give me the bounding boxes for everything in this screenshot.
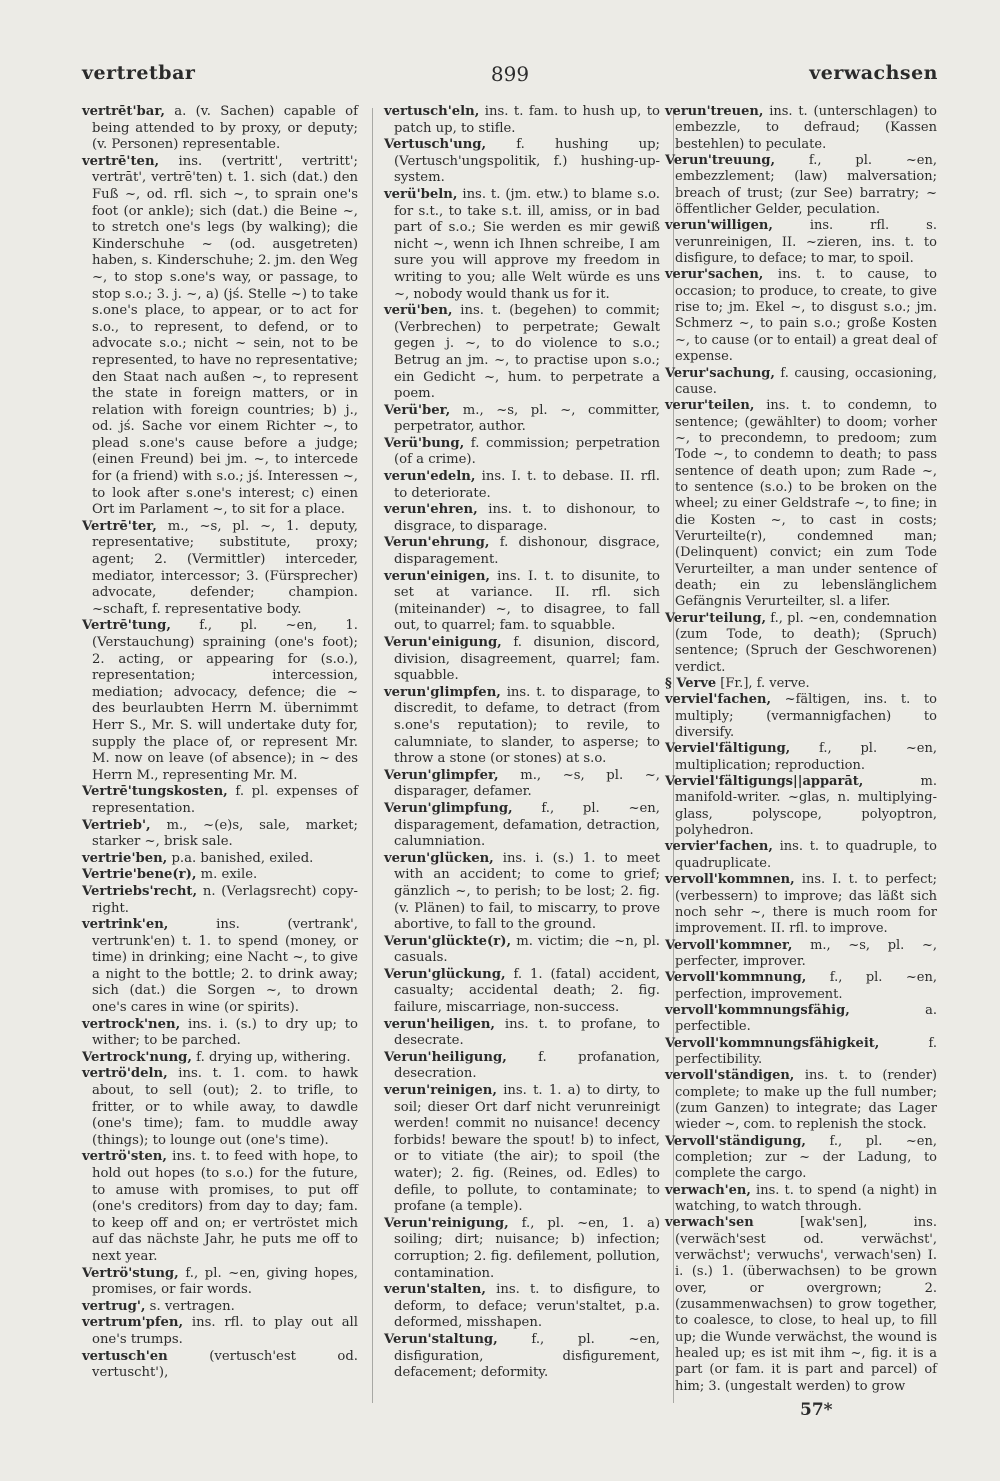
running-header <box>82 62 938 86</box>
entry-headword: verun'reinigen, <box>384 1083 497 1099</box>
entry-definition: ins. t. 1. a) to dirty, to soil; dieser Ort darf nicht verunreinigt werden! commit no nuisance! decency forbids! beware the spout! b) to infect, or to vitiate (the air); to spoil (the water); 2. fig. (Reines, od. Edles) to defile, to pollute, to contaminate; to profane (a temple). <box>394 1083 660 1215</box>
entry-definition: f. disunion, discord, division, disagreement, quarrel; fam. squabble. <box>394 635 660 684</box>
entry-definition: ins. t. to disfigure, to deform, to deface; verun'staltet, p.a. deformed, misshapen. <box>394 1282 660 1331</box>
dictionary-entry <box>665 611 937 676</box>
dictionary-entry <box>384 1216 660 1282</box>
entry-headword: verun'glimpfen, <box>384 684 501 700</box>
entry-definition: m., ~s, pl. ~, perfecter, improver. <box>675 937 937 969</box>
entry-definition: a. perfectible. <box>675 1002 937 1035</box>
entry-definition: ins. t. (begehen) to commit; (Verbrechen) to perpetrate; Gewalt gegen j. ~, to do violence to s.o.; Betrug an jm. ~, to practise upon s.o.; ein Gedicht ~, hum. to perpetrate a poem. <box>394 303 660 402</box>
entry-headword: verwach'en, <box>665 1182 751 1198</box>
entry-definition: m. manifold-writer. ~glas, n. multiplying-glass, polyscope, polyoptron, polyhedron. <box>675 774 937 839</box>
entry-definition: f., pl. ~en, embezzlement; (law) malversation; breach of trust; (zur See) barratry; ~ öffentlicher Gelder, peculation. <box>675 153 937 218</box>
entry-definition: [Fr.], f. verve. <box>716 676 810 692</box>
entry-headword: Verü'ber, <box>384 402 451 418</box>
dictionary-entry <box>665 153 937 218</box>
entry-headword: vertrie'ben, <box>82 850 168 866</box>
entry-definition: f. hushing up; (Vertusch'ungspolitik, f.) hushing-up-system. <box>394 137 660 186</box>
entry-definition: ~fältigen, ins. t. to multiply; (vermannigfachen) to diversify. <box>675 692 937 741</box>
dictionary-entry <box>384 1017 660 1050</box>
dictionary-entry <box>82 1066 358 1149</box>
dictionary-entry <box>82 1017 358 1050</box>
entry-headword: Vervoll'ständigung, <box>665 1133 806 1149</box>
entry-headword: vertrö'deln, <box>82 1066 168 1082</box>
entry-headword: § Verve <box>665 676 717 692</box>
entry-headword: Verun'heiligung, <box>384 1049 507 1065</box>
entry-definition: f. dishonour, disgrace, disparagement. <box>394 535 660 568</box>
dictionary-entry <box>384 1332 660 1382</box>
dictionary-entry <box>384 137 660 187</box>
entry-headword: vertrē'ten, <box>82 153 160 169</box>
dictionary-entry <box>665 104 937 153</box>
entry-definition: m. victim; die ~n, pl. casuals. <box>394 933 660 966</box>
entry-headword: Verun'staltung, <box>384 1331 498 1347</box>
entry-definition: f., pl. ~en, 1. (Verstauchung) spraining (one's foot); 2. acting, or appearing for (s.o.), representation; intercession, mediation; advocacy, defence; die ~ des beurlaubten Herrn M. übernimmt Herr S., Mr. S. will undertake duty for, supply the place of, or represent Mr. M. now on leave (of absence); in ~ des Herrn M., representing Mr. M. <box>92 618 358 783</box>
entry-definition: ins. t. 1. com. to hawk about, to sell (out); 2. to trifle, to fritter, or to while away, to dawdle (one's time); fam. to muddle away (things); to lounge out (one's time). <box>92 1066 358 1148</box>
entry-headword: Vertriebs'recht, <box>82 883 198 899</box>
entry-definition: ins. (vertrank', vertrunk'en) t. 1. to spend (money, or time) in drinking; eine Nacht ~, to give a night to the bottle; 2. to drink away; sich (dat.) die Sorgen ~, to drown one's cares in wine (or spirits). <box>92 917 358 1016</box>
entry-definition: [wak'sen], ins. (verwäch'sest od. verwächst', verwächst'; verwuchs', verwach'sen) I. i. (s.) 1. (überwachsen) to be grown over, or overgrown; 2. (zusammenwachsen) to grow together, to coalesce, to close, to heal up, to fill up; die Wunde verwächst, the wound is healed up; es ist mit ihm ~, fig. it is a part (or fam. it is part and parcel) of him; 3. (ungestalt werden) to grow <box>675 1215 937 1394</box>
entry-headword: verun'einigen, <box>384 568 491 584</box>
header-right-catchword: verwachsen <box>809 62 938 84</box>
entry-definition: ins. t. to spend (a night) in watching, to watch through. <box>675 1182 937 1215</box>
entry-definition: a. (v. Sachen) capable of being attended to by proxy, or deputy; (v. Personen) representable. <box>92 104 358 153</box>
entry-definition: ins. t. to feed with hope, to hold out hopes (to s.o.) for the future, to amuse with promises, to put off (one's creditors) from day to day; fam. to keep off and on; er vertröstet mich auf das nächste Jahr, he puts me off to next year. <box>92 1149 358 1264</box>
entry-definition: ins. t. to condemn, to sentence; (gewählter) to doom; vorher ~, to precondemn, to predoom; zum Tode ~, to condemn to death; to pass sentence of death upon; zum Rade ~, to sentence (s.o.) to be broken on the wheel; zu einer Geldstrafe ~, to fine; in die Kosten ~, to cast in costs; Verurteilte(r), condemned man; (Delinquent) convict; ein zum Tode Verurteilter, a man under sentence of death; ein zu lebenslänglichem Gefängnis Verurteilter, sl. a lifer. <box>675 398 937 610</box>
dictionary-entry <box>665 774 937 839</box>
entry-definition: m., ~s, pl. ~, disparager, defamer. <box>394 767 660 800</box>
dictionary-entry <box>665 366 937 399</box>
entry-definition: f., pl. ~en, completion; zur ~ der Ladung, to complete the cargo. <box>675 1133 937 1182</box>
entry-definition: ins. I. t. to perfect; (verbessern) to improve; das läßt sich noch sehr ~, there is much room for improvement. II. rfl. to improve. <box>675 872 937 937</box>
entry-headword: Vertrock'nung, <box>82 1049 192 1065</box>
entry-definition: ins. I. t. to disunite, to set at variance. II. rfl. sich (miteinander) ~, to disagree, to fall out, to quarrel; fam. to squabble. <box>394 568 660 634</box>
dictionary-entry <box>384 635 660 685</box>
entry-definition: m., ~s, pl. ~, committer, perpetrator, author. <box>394 402 660 435</box>
column-divider <box>372 108 373 1403</box>
dictionary-entry <box>665 398 937 610</box>
entry-definition: f. pl. expenses of representation. <box>92 784 358 816</box>
entry-headword: Vervoll'kommnungsfähigkeit, <box>665 1035 880 1051</box>
dictionary-entry <box>665 267 937 365</box>
dictionary-entry <box>82 784 358 817</box>
entry-definition: ins. (vertritt', vertritt'; vertrāt', vertrē'ten) t. 1. sich (dat.) den Fuß ~, od. rfl. sich ~, to sprain one's foot (or ankle); sich (dat.) die Beine ~, to stretch one's legs (by walking); die Kinderschuhe ~ (od. ausgetreten) haben, s. Kinderschuhe; 2. jm. den Weg ~, to stop s.one's way, or passage, to stop s.o.; 3. j. ~, a) (jś. Stelle ~) to take s.one's place, to appear, or to act for s.o., to represent, to defend, or to advocate s.o.; nicht ~ sein, not to be represented, to have no representative; den Staat nach außen ~, to represent the state in foreign matters, or in relation with foreign countries; b) j., od. jś. Sache vor einem Richter ~, to plead s.one's cause before a judge; (einen Freund) bei jm. ~, to intercede for (a friend) with s.o.; jś. Interessen ~, to look after s.one's interest; c) einen Ort im Parlament ~, to sit for a place. <box>92 153 358 518</box>
dictionary-entry <box>384 436 660 469</box>
dictionary-entry <box>82 154 358 519</box>
entry-definition: ins. i. (s.) to dry up; to wither; to be parched. <box>92 1016 358 1049</box>
entry-headword: verun'ehren, <box>384 502 478 518</box>
entry-headword: verviel'fachen, <box>665 692 771 708</box>
entry-headword: vervier'fachen, <box>665 839 773 855</box>
dictionary-entry <box>82 884 358 917</box>
dictionary-entry <box>665 872 937 937</box>
entry-headword: Verun'glimpfer, <box>384 767 499 783</box>
dictionary-entry <box>82 1149 358 1265</box>
entry-definition: f., pl. ~en, disfiguration, disfigurement, defacement; deformity. <box>394 1331 660 1381</box>
entry-headword: Verun'einigung, <box>384 635 502 650</box>
column-2 <box>384 104 660 1382</box>
entry-headword: Vertrie'bene(r), <box>82 867 197 883</box>
entry-definition: ins. t. to dishonour, to disgrace, to disparage. <box>394 502 660 534</box>
entry-definition: m., ~(e)s, sale, market; starker ~, brisk sale. <box>92 817 358 850</box>
entry-headword: Verviel'fältigungs||apparāt, <box>665 774 864 790</box>
dictionary-entry <box>665 741 937 774</box>
dictionary-entry <box>82 519 358 619</box>
dictionary-entry <box>384 303 660 403</box>
entry-headword: Vertrē'ter, <box>82 518 157 534</box>
dictionary-entry <box>384 967 660 1017</box>
entry-headword: verun'willigen, <box>665 218 773 234</box>
entry-headword: vervoll'kommnungsfähig, <box>665 1002 850 1018</box>
dictionary-entry <box>82 917 358 1017</box>
column-3 <box>665 104 937 1395</box>
entry-headword: vertrink'en, <box>82 917 169 933</box>
header-left-catchword: vertretbar <box>82 62 196 84</box>
entry-definition: f. drying up, withering. <box>191 1049 351 1065</box>
entry-headword: Verü'bung, <box>384 435 465 451</box>
dictionary-entry <box>665 970 937 1003</box>
column-1 <box>82 104 358 1382</box>
dictionary-entry <box>82 1266 358 1299</box>
dictionary-entry <box>82 1299 358 1316</box>
dictionary-entry <box>384 934 660 967</box>
signature-mark: 57* <box>800 1400 833 1420</box>
dictionary-entry <box>82 104 358 154</box>
entry-definition: ins. t. to quadruple, to quadruplicate. <box>675 839 937 871</box>
entry-definition: f. perfectibility. <box>675 1035 937 1067</box>
dictionary-entry <box>384 104 660 137</box>
entry-headword: Vertrieb', <box>82 817 151 833</box>
entry-headword: verü'beln, <box>384 186 458 202</box>
dictionary-entry <box>665 692 937 741</box>
entry-headword: verwach'sen <box>665 1215 754 1231</box>
dictionary-entry <box>384 851 660 934</box>
dictionary-entry <box>384 1083 660 1216</box>
entry-headword: Verun'glimpfung, <box>384 800 513 816</box>
entry-definition: ins. rfl. s. verunreinigen, II. ~zieren, ins. t. to disfigure, to deface; to mar, to spoil. <box>675 218 937 267</box>
dictionary-entry <box>665 218 937 267</box>
entry-definition: ins. t. fam. to hush up, to patch up, to stifle. <box>394 104 660 136</box>
entry-headword: vertrēt'bar, <box>82 104 165 119</box>
dictionary-entry <box>665 1036 937 1069</box>
dictionary-entry <box>665 1134 937 1183</box>
entry-definition: n. (Verlagsrecht) copy-right. <box>92 883 358 916</box>
entry-definition: f., pl. ~en, multiplication; reproduction. <box>675 741 937 773</box>
entry-headword: verun'treuen, <box>665 104 764 119</box>
dictionary-entry <box>82 818 358 851</box>
entry-definition: m., ~s, pl. ~, 1. deputy, representative; substitute, proxy; agent; 2. (Vermittler) interceder, mediator, intercessor; 3. (Fürsprecher) advocate, defender; champion. ~schaft, f. representative body. <box>92 518 358 617</box>
entry-definition: ins. I. t. to debase. II. rfl. to deteriorate. <box>394 469 660 501</box>
entry-headword: Vertrē'tungskosten, <box>82 784 228 800</box>
dictionary-entry <box>384 1050 660 1083</box>
dictionary-entry <box>384 685 660 768</box>
dictionary-entry <box>82 1050 358 1067</box>
entry-headword: Verun'ehrung, <box>384 535 490 551</box>
entry-definition: f., pl. ~en, 1. a) soiling; dirt; nuisance; b) infection; corruption; 2. fig. defilement, pollution, contamination. <box>394 1215 660 1281</box>
entry-definition: ins. t. to cause, to occasion; to produce, to create, to give rise to; jm. Ekel ~, to disgust s.o.; jm. Schmerz ~, to pain s.o.; große Kosten ~, to cause (or to entail) a great deal of expense. <box>675 267 937 365</box>
entry-headword: vertrö'sten, <box>82 1149 167 1165</box>
entry-definition: ins. rfl. to play out all one's trumps. <box>92 1315 358 1347</box>
entry-headword: Vertusch'ung, <box>384 137 487 153</box>
entry-headword: vertusch'en <box>82 1348 168 1364</box>
entry-headword: vertrum'pfen, <box>82 1315 184 1331</box>
entry-definition: f. profanation, desecration. <box>394 1049 660 1082</box>
dictionary-entry <box>665 1183 937 1216</box>
entry-headword: vervoll'kommnen, <box>665 872 795 888</box>
entry-definition: f., pl. ~en, giving hopes, promises, or fair words. <box>92 1265 358 1298</box>
entry-definition: m. exile. <box>196 867 258 883</box>
entry-headword: verü'ben, <box>384 303 453 319</box>
dictionary-entry <box>82 1349 358 1382</box>
entry-definition: f., pl. ~en, perfection, improvement. <box>675 970 937 1002</box>
page-number: 899 <box>490 62 530 86</box>
entry-headword: verur'sachen, <box>665 267 764 283</box>
entry-headword: Verun'treuung, <box>665 153 775 169</box>
dictionary-entry <box>82 618 358 784</box>
entry-headword: Vertrē'tung, <box>82 618 171 634</box>
dictionary-entry <box>384 535 660 568</box>
entry-definition: ins. t. (unterschlagen) to embezzle, to defraud; (Kassen bestehlen) to peculate. <box>675 104 937 152</box>
entry-definition: p.a. banished, exiled. <box>167 850 314 866</box>
entry-definition: f. commission; perpetration (of a crime). <box>394 435 660 468</box>
entry-definition: (vertusch'est od. vertuscht'), <box>92 1348 358 1381</box>
dictionary-entry <box>384 768 660 801</box>
entry-headword: Verviel'fältigung, <box>665 741 791 757</box>
entry-headword: verun'edeln, <box>384 469 476 485</box>
entry-definition: ins. t. (jm. etw.) to blame s.o. for s.t., to take s.t. ill, amiss, or in bad part of s.o.; Sie werden es mir gewiß nicht ~, wenn ich Ihnen schreibe, I am sure you will approve my freedom in writing to you; alle Welt würde es uns ~, nobody would thank us for it. <box>394 186 660 302</box>
entry-headword: vertrock'nen, <box>82 1016 181 1032</box>
entry-definition: f. 1. (fatal) accident, casualty; accidental death; 2. fig. failure, miscarriage, non-success. <box>394 966 660 1016</box>
dictionary-entry <box>665 1215 937 1395</box>
entry-headword: Verur'teilung, <box>665 610 766 626</box>
dictionary-entry <box>384 569 660 635</box>
dictionary-entry <box>384 187 660 303</box>
entry-headword: verun'glücken, <box>384 850 494 866</box>
entry-headword: Vervoll'kommnung, <box>665 970 807 986</box>
entry-headword: Verun'reinigung, <box>384 1215 509 1231</box>
entry-definition: s. vertragen. <box>145 1298 235 1314</box>
dictionary-entry <box>384 403 660 436</box>
entry-definition: ins. i. (s.) 1. to meet with an accident; to come to grief; gänzlich ~, to perish; to be lost; 2. fig. (v. Plänen) to fail, to miscarry, to prove abortive, to fall to the ground. <box>394 850 660 933</box>
dictionary-entry <box>82 851 358 868</box>
dictionary-entry <box>665 1003 937 1036</box>
entry-definition: f. causing, occasioning, cause. <box>675 365 937 397</box>
dictionary-entry <box>82 867 358 884</box>
entry-definition: f., pl. ~en, disparagement, defamation, detraction, calumniation. <box>394 800 660 850</box>
dictionary-entry <box>82 1315 358 1348</box>
entry-headword: Vertrö'stung, <box>82 1265 179 1281</box>
entry-headword: Vervoll'kommner, <box>665 937 793 953</box>
dictionary-entry <box>665 938 937 971</box>
entry-definition: ins. t. to profane, to desecrate. <box>394 1016 660 1049</box>
entry-headword: Verun'glückte(r), <box>384 933 512 949</box>
dictionary-entry <box>665 676 937 692</box>
entry-headword: Verun'glückung, <box>384 966 506 982</box>
entry-definition: f., pl. ~en, condemnation (zum Tode, to death); (Spruch) sentence; (Spruch der Geschworenen) verdict. <box>675 610 937 675</box>
entry-headword: verun'stalten, <box>384 1282 486 1298</box>
entry-headword: vertusch'eln, <box>384 104 480 119</box>
dictionary-entry <box>665 1068 937 1133</box>
entry-headword: Verur'sachung, <box>665 365 775 381</box>
entry-headword: vertrug', <box>82 1298 146 1314</box>
entry-headword: vervoll'ständigen, <box>665 1068 795 1084</box>
entry-headword: verur'teilen, <box>665 398 755 414</box>
entry-definition: ins. t. to disparage, to discredit, to defame, to detract (from s.one's reputation); to revile, to calumniate, to slander, to asperse; to throw a stone (or stones) at s.o. <box>394 684 660 767</box>
dictionary-entry <box>384 469 660 502</box>
dictionary-entry <box>665 839 937 872</box>
entry-headword: verun'heiligen, <box>384 1016 496 1032</box>
dictionary-entry <box>384 502 660 535</box>
dictionary-entry <box>384 801 660 851</box>
dictionary-entry <box>384 1282 660 1332</box>
entry-definition: ins. t. to (render) complete; to make up the full number; (zum Ganzen) to integrate; das Lager wieder ~, com. to replenish the stock. <box>675 1068 937 1133</box>
